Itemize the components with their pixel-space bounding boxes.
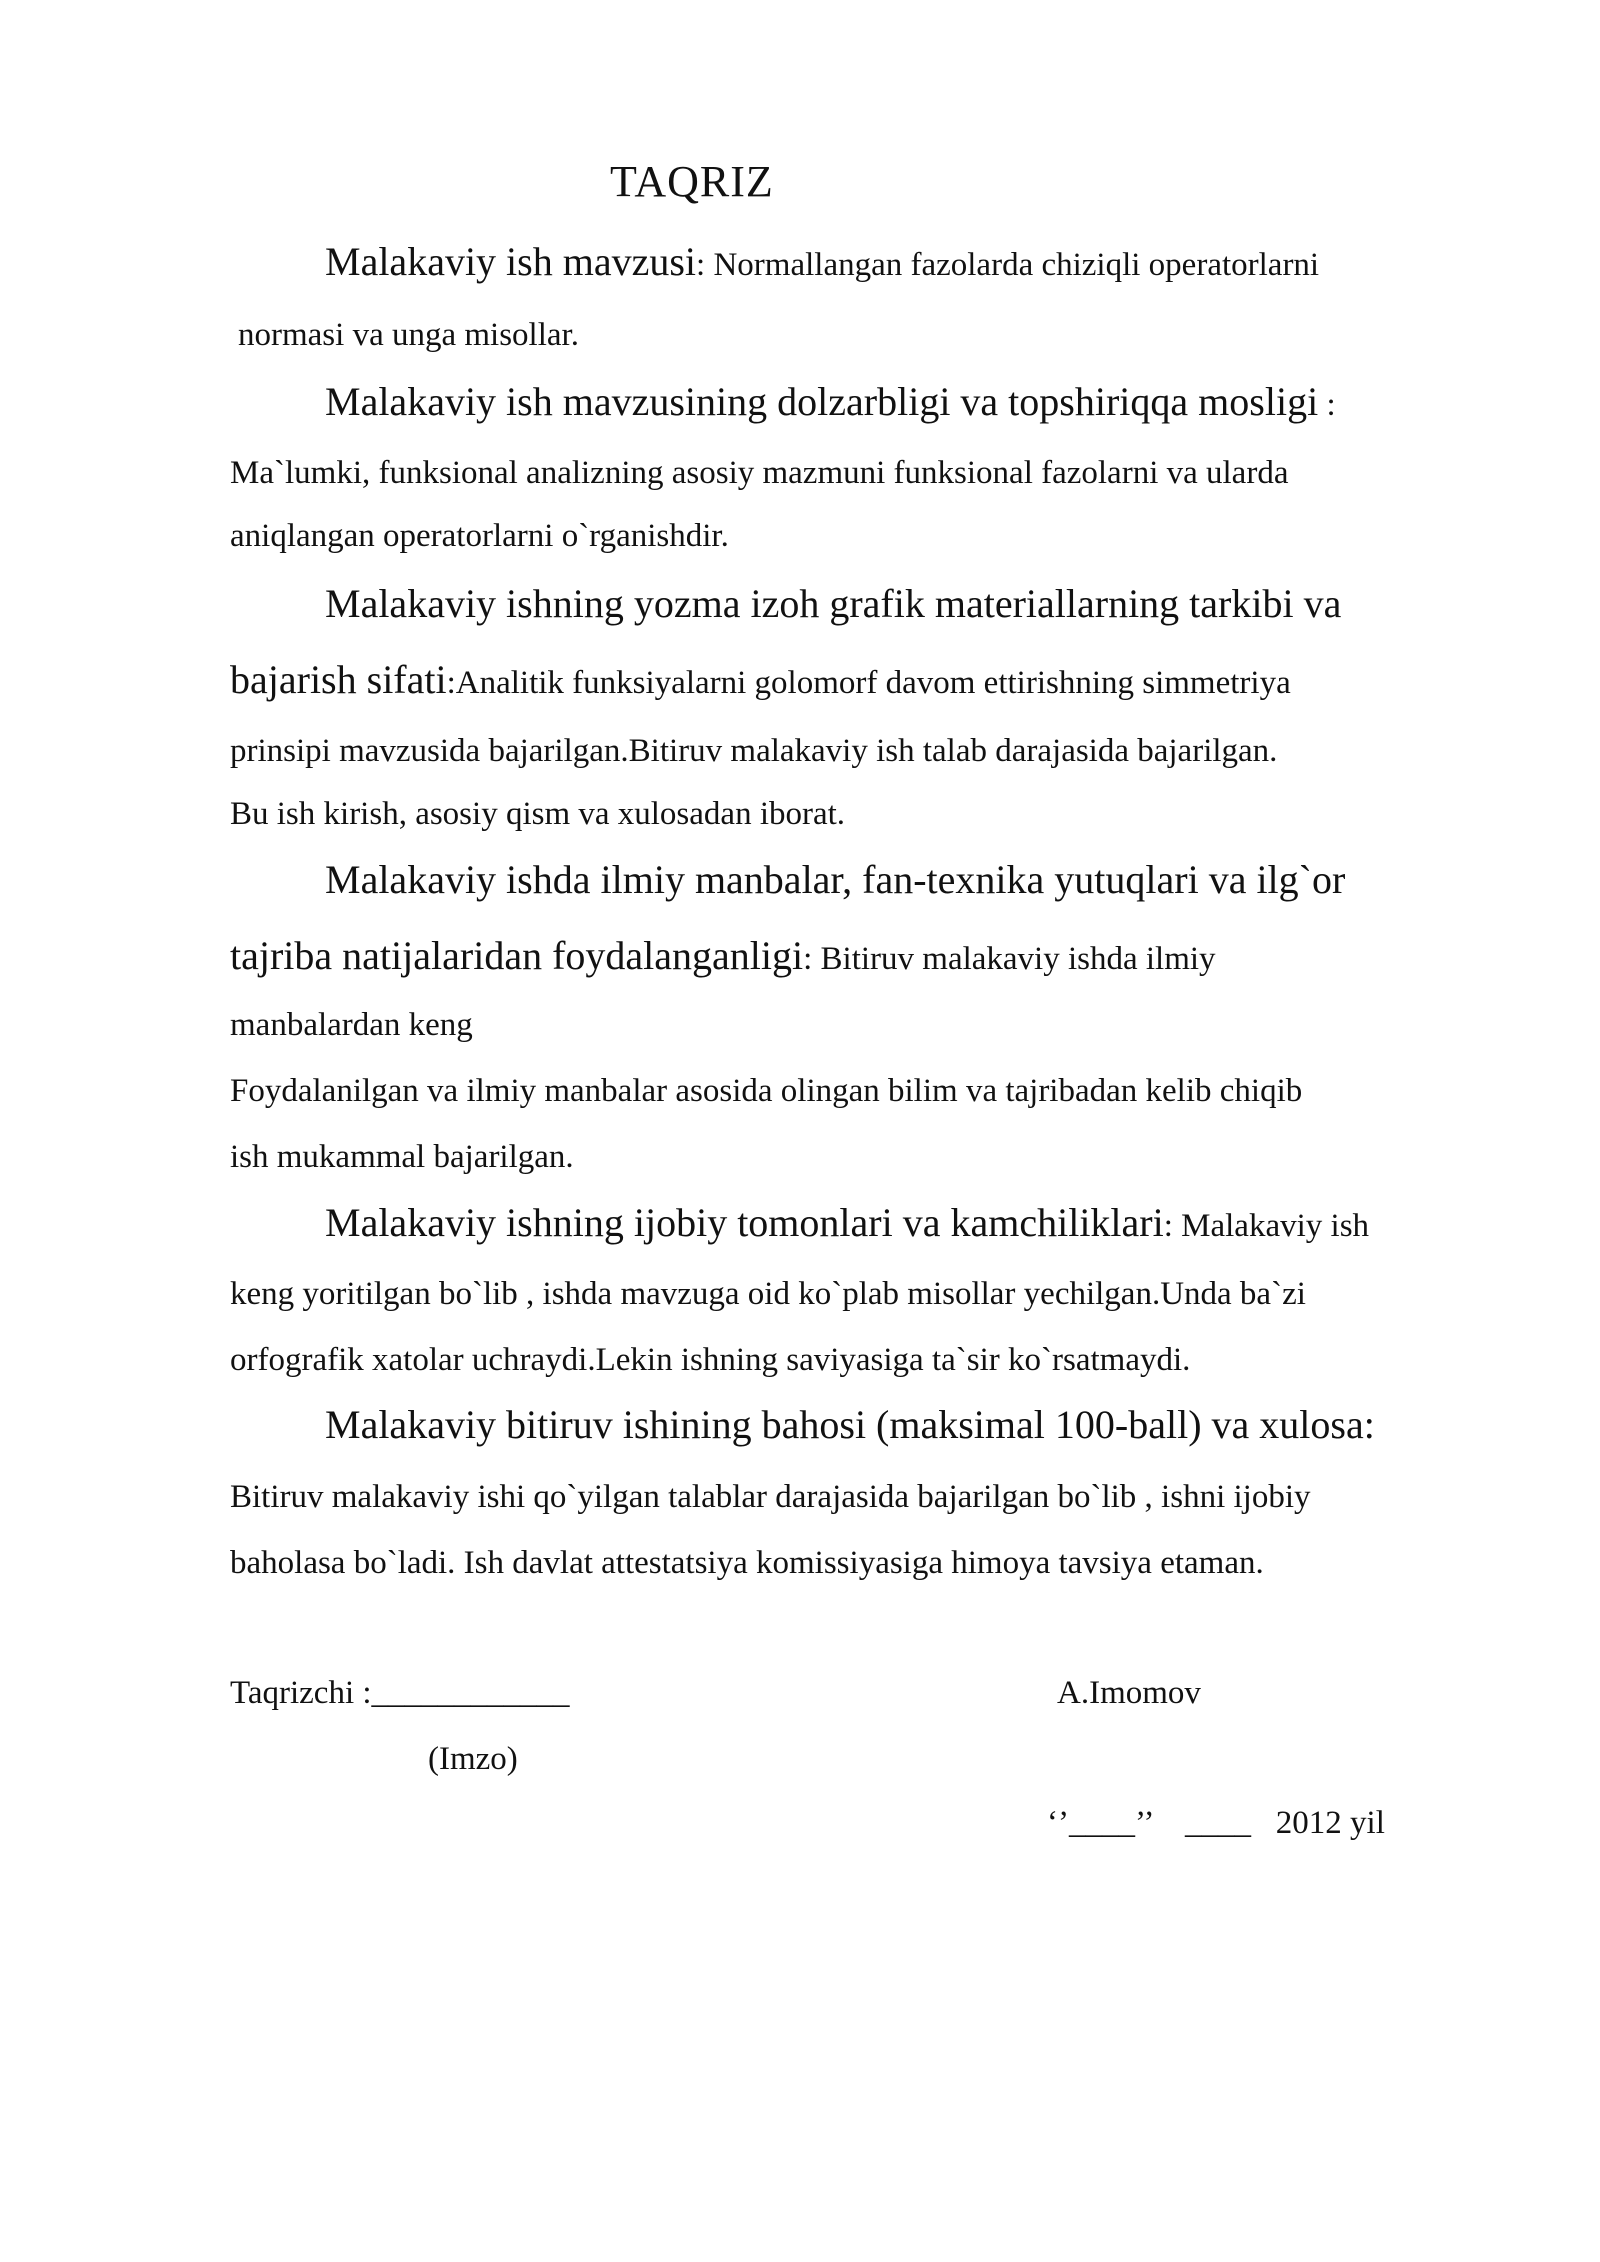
document-title: TAQRIZ	[610, 157, 774, 206]
section-text: Foydalanilgan va ilmiy manbalar asosida olingan bilim va tajribadan kelib chiqib	[230, 1073, 1303, 1109]
section-heading-suffix: :	[1318, 387, 1336, 423]
section-text: : Malakaviy ish	[1163, 1208, 1370, 1244]
section-heading: Malakaviy ish mavzusi	[325, 239, 697, 284]
section-heading: Malakaviy ishda ilmiy manbalar, fan-texnika yutuqlari va ilg`or	[325, 857, 1346, 902]
section-text: aniqlangan operatorlarni o`rganishdir.	[230, 518, 729, 554]
signature-date: ‘’____’’ ____ 2012 yil	[1047, 1805, 1385, 1841]
section-sources	[230, 932, 1216, 980]
section-text: : Normallangan fazolarda chiziqli operatorlarni	[696, 247, 1320, 283]
section-text: keng yoritilgan bo`lib , ishda mavzuga oid ko`plab misollar yechilgan.Unda ba`zi	[230, 1276, 1306, 1312]
reviewer-name: A.Imomov	[1057, 1675, 1201, 1711]
section-text: normasi va unga misollar.	[238, 317, 579, 353]
section-heading: bajarish sifati	[230, 657, 447, 702]
section-text: :Analitik funksiyalarni golomorf davom ettirishning simmetriya	[446, 665, 1291, 701]
section-text: prinsipi mavzusida bajarilgan.Bitiruv malakaviy ish talab darajasida bajarilgan.	[230, 733, 1278, 769]
section-heading: tajriba natijalaridan foydalanganligi	[230, 933, 804, 978]
section-text: Ma`lumki, funksional analizning asosiy mazmuni funksional fazolarni va ularda	[230, 455, 1289, 491]
section-topic	[325, 238, 1319, 286]
section-heading: Malakaviy ishning ijobiy tomonlari va kamchiliklari	[325, 1200, 1164, 1245]
reviewer-signature-line: Taqrizchi :____________	[230, 1675, 570, 1711]
section-relevance	[325, 378, 1336, 426]
section-text: ish mukammal bajarilgan.	[230, 1139, 574, 1175]
section-pros-cons	[325, 1199, 1369, 1247]
section-text: orfografik xatolar uchraydi.Lekin ishning saviyasiga ta`sir ko`rsatmaydi.	[230, 1342, 1191, 1378]
signature-caption: (Imzo)	[428, 1741, 518, 1777]
section-heading: Malakaviy ish mavzusining dolzarbligi va topshiriqqa mosligi	[325, 379, 1319, 424]
section-text: : Bitiruv malakaviy ishda ilmiy	[803, 941, 1216, 977]
section-heading: Malakaviy ishning yozma izoh grafik materiallarning tarkibi va	[325, 581, 1342, 626]
section-text: manbalardan keng	[230, 1007, 473, 1043]
section-text: baholasa bo`ladi. Ish davlat attestatsiya komissiyasiga himoya tavsiya etaman.	[230, 1545, 1264, 1581]
section-text: Bitiruv malakaviy ishi qo`yilgan talablar darajasida bajarilgan bo`lib , ishni ijobiy	[230, 1479, 1311, 1515]
section-quality	[230, 656, 1291, 704]
section-heading: Malakaviy bitiruv ishining bahosi (maksimal 100-ball) va xulosa:	[325, 1402, 1375, 1447]
section-text: Bu ish kirish, asosiy qism va xulosadan iborat.	[230, 796, 846, 832]
